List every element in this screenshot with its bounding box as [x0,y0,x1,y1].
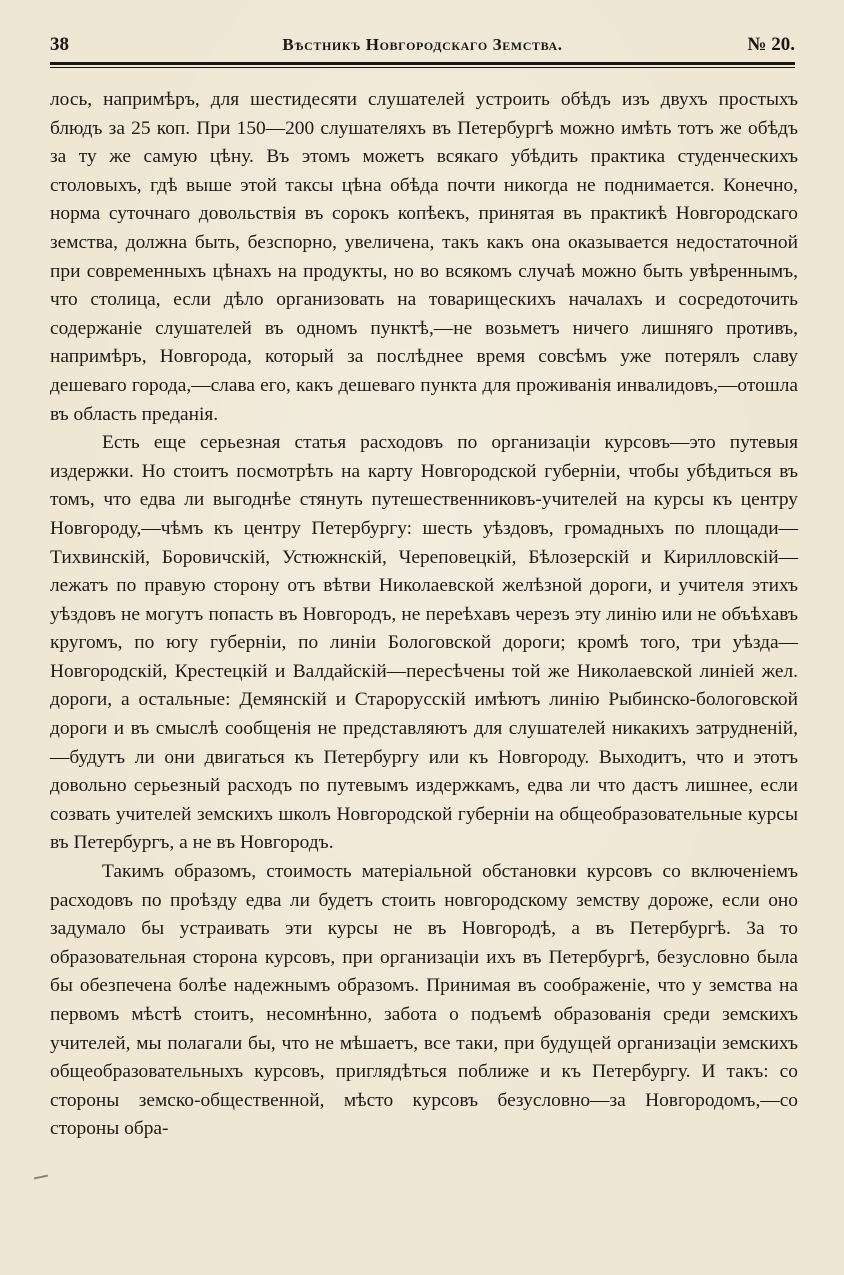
header-rule-thin [50,67,795,68]
page-number: 38 [50,34,69,55]
body-text [50,86,798,1144]
issue-number: № 20. [747,34,795,55]
running-header [50,30,795,58]
header-rule-thick [50,62,795,65]
margin-mark [34,1175,48,1180]
paragraph-3: Такимъ образомъ, стоимость матеріальной обстановки курсовъ со включеніемъ расходовъ по проѣзду едва ли будетъ стоить новгородскому земству дороже, если оно задумало бы устраивать эти курсы не въ Новгородѣ, а въ Петербургѣ. За то образовательная сторона курсовъ, при организаціи ихъ въ Петербургѣ, безусловно была бы обезпечена болѣе надежнымъ образомъ. Принимая въ соображеніе, что у земства на первомъ мѣстѣ стоитъ, несомнѣнно, забота о подъемѣ образованія среди земскихъ учителей, мы полагали бы, что не мѣшаетъ, все таки, при будущей организаціи земскихъ общеобразовательныхъ курсовъ, приглядѣться поближе и къ Петербургу. И такъ: со стороны земско-общественной, мѣсто курсовъ безусловно—за Новгородомъ,—со стороны обра- [50,861,798,1140]
journal-title: Вѣстникъ Новгородскаго Земства. [282,35,563,54]
paragraph-2: Есть еще серьезная статья расходовъ по организаціи курсовъ—это путевыя издержки. Но стоитъ посмотрѣть на карту Новгородской губерніи, чтобы убѣдиться въ томъ, что едва ли выгоднѣе стянуть путешественниковъ-учителей на курсы къ центру Новгороду,—чѣмъ къ центру Петербургу: шесть уѣздовъ, громадныхъ по площади—Тихвинскій, Боровичскій, Устюжнскій, Череповецкій, Бѣлозерскій и Кирилловскій—лежатъ по правую сторону отъ вѣтви Николаевской желѣзной дороги, и учителя этихъ уѣздовъ не могутъ попасть въ Новгородъ, не переѣхавъ черезъ эту линію или не объѣхавъ кругомъ, по югу губерніи, по линіи Бологовской дороги; кромѣ того, три уѣзда—Новгородскій, Крестецкій и Валдайскій—пересѣчены той же Николаевской линіей жел. дороги, а остальные: Демянскій и Старорусскій имѣютъ линію Рыбинско-бологовской дороги и въ смыслѣ сообщенія не представляютъ для слушателей никакихъ затрудненій,—будутъ ли они двигаться къ Петербургу или къ Новгороду. Выходитъ, что и этотъ довольно серьезный расходъ по путевымъ издержкамъ, едва ли что дастъ лишнее, если созвать учителей земскихъ школъ Новгородской губерніи на общеобразовательные курсы въ Петербургъ, а не въ Новгородъ. [50,432,798,854]
paragraph-1: лось, напримѣръ, для шестидесяти слушателей устроить обѣдъ изъ двухъ простыхъ блюдъ за 25 коп. При 150—200 слушателяхъ въ Петербургѣ можно имѣть тотъ же обѣдъ за ту же самую цѣну. Въ этомъ можетъ всякаго убѣдить практика студенческихъ столовыхъ, гдѣ выше этой таксы цѣна обѣда почти никогда не поднимается. Конечно, норма суточнаго довольствія въ сорокъ копѣекъ, принятая въ практикѣ Новгородскаго земства, должна быть, безспорно, увеличена, такъ какъ она оказывается недостаточной при современныхъ цѣнахъ на продукты, но во всякомъ случаѣ можно быть увѣреннымъ, что столица, если дѣло организовать на товарищескихъ началахъ и сосредоточить содержаніе слушателей въ одномъ пунктѣ,—не возьметъ ничего лишняго противъ, напримѣръ, Новгорода, который за послѣднее время совсѣмъ уже потерялъ славу дешеваго города,—слава его, какъ дешеваго пункта для проживанія инвалидовъ,—отошла въ область преданія. [50,89,798,425]
